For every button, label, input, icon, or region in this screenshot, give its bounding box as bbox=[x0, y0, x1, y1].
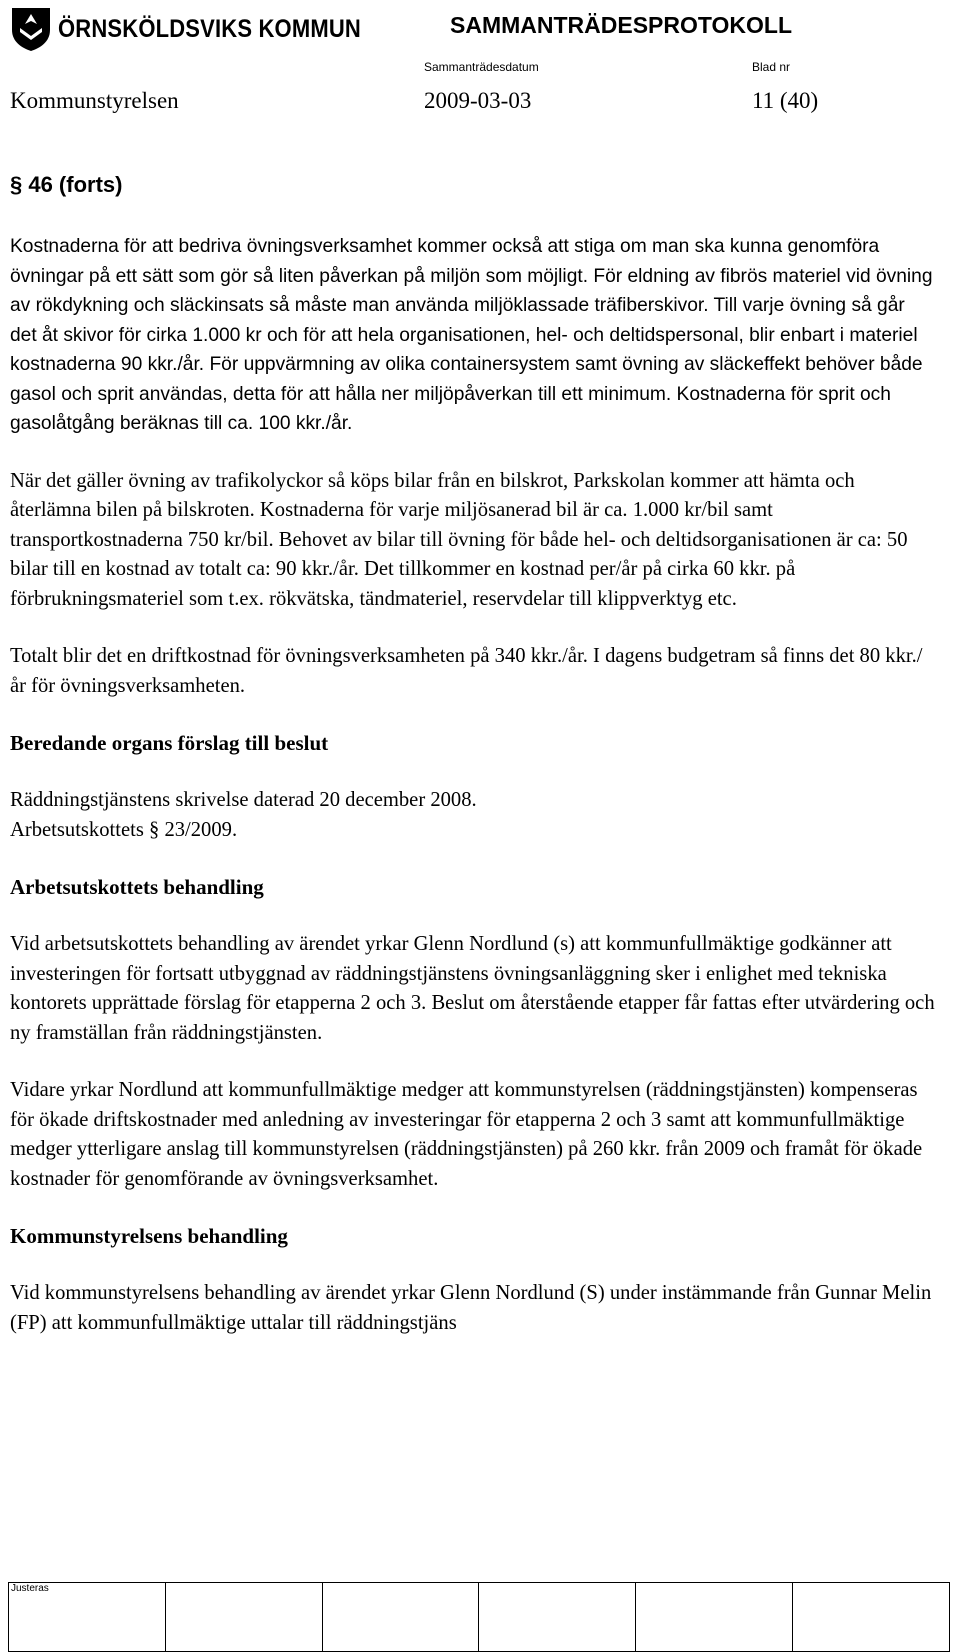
date-label: Sammanträdesdatum bbox=[424, 60, 539, 74]
paragraph bbox=[10, 786, 935, 845]
signature-cell bbox=[792, 1583, 949, 1651]
committee-name: Kommunstyrelsen bbox=[10, 88, 179, 113]
document-body bbox=[10, 170, 935, 1366]
signature-cell bbox=[635, 1583, 792, 1651]
subheading: Beredande organs förslag till beslut bbox=[10, 731, 329, 755]
signature-cell bbox=[322, 1583, 479, 1651]
paragraph: Totalt blir det en driftkostnad för övningsverksamheten på 340 kkr./år. I dagens budgetram så finns det 80 kkr./år för övningsverksamheten. bbox=[10, 645, 923, 697]
page-number: 11 (40) bbox=[752, 88, 819, 113]
signature-table bbox=[8, 1582, 950, 1652]
paragraph: När det gäller övning av trafikolyckor så köps bilar från en bilskrot, Parkskolan kommer att hämta och återlämna bilen på bilskroten. Kostnaderna för varje miljösanerad bil är ca. 1.000 kr/bil samt transportkostnaderna 750 kr/bil. Behovet av bilar till övning för både hel- och deltidsorganisationen är ca: 50 bilar till en kostnad av totalt ca: 90 kkr./år. Det tillkommer en kostnad per/år på cirka 60 kkr. på förbrukningsmateriel som t.ex. rökvätska, tändmateriel, reservdelar till klippverktyg etc. bbox=[10, 469, 908, 610]
crest-icon bbox=[10, 6, 52, 52]
reference-line: Räddningstjänstens skrivelse daterad 20 december 2008. bbox=[10, 789, 477, 811]
signature-cell bbox=[165, 1583, 322, 1651]
subheading: Kommunstyrelsens behandling bbox=[10, 1224, 288, 1248]
paragraph: Vid kommunstyrelsens behandling av ärendet yrkar Glenn Nordlund (S) under instämmande från Gunnar Melin (FP) att kommunfullmäktige uttalar till räddningstjäns bbox=[10, 1282, 932, 1334]
paragraph: Vid arbetsutskottets behandling av ärendet yrkar Glenn Nordlund (s) att kommunfullmäktige godkänner att investeringen för fortsatt utbyggnad av räddningstjänstens övningsanläggning sker i enlighet med tekniska kontorets upprättade förslag för etapperna 2 och 3. Beslut om återstående etapper får fattas efter utvärdering och ny framställan från räddningstjänsten. bbox=[10, 933, 935, 1044]
org-name: ÖRNSKÖLDSVIKS KOMMUN bbox=[58, 14, 361, 43]
signature-cell bbox=[9, 1583, 165, 1651]
municipality-logo bbox=[10, 6, 361, 52]
paragraph: Vidare yrkar Nordlund att kommunfullmäktige medger att kommunstyrelsen (räddningstjänsten) kompenseras för ökade driftskostnader med anledning av investeringar för etapperna 2 och 3 samt att kommunfullmäktige medger ytterligare anslag till kommunstyrelsen (räddningstjänsten) på 260 kkr. från 2009 och framåt för ökade kostnader för genomförande av övningsverksamhet. bbox=[10, 1079, 923, 1190]
section-heading: § 46 (forts) bbox=[10, 172, 123, 197]
document-type: SAMMANTRÄDESPROTOKOLL bbox=[450, 12, 793, 38]
justeras-label: Justeras bbox=[11, 1583, 49, 1594]
page-label: Blad nr bbox=[752, 60, 791, 74]
signature-cell bbox=[478, 1583, 635, 1651]
meeting-date: 2009-03-03 bbox=[424, 88, 532, 113]
paragraph: Kostnaderna för att bedriva övningsverksamhet kommer också att stiga om man ska kunna genomföra övningar på ett sätt som gör så liten påverkan på miljön som möjligt. För eldning av fibrös materiel vid övning av rökdykning och släckinsats så måste man använda miljöklassade träfiberskivor. Till varje övning så går det åt skivor för cirka 1.000 kr och för att hela organisationen, hel- och deltidspersonal, blir enbart i materiel kostnaderna 90 kkr./år. För uppvärmning av olika containersystem samt övning av släckeffekt behöver både gasol och sprit användas, detta för att hålla ner miljöpåverkan till ett minimum. Kostnaderna för sprit och gasolåtgång beräknas till ca. 100 kkr./år. bbox=[10, 236, 933, 434]
subheading: Arbetsutskottets behandling bbox=[10, 875, 264, 899]
reference-line: Arbetsutskottets § 23/2009. bbox=[10, 818, 238, 841]
